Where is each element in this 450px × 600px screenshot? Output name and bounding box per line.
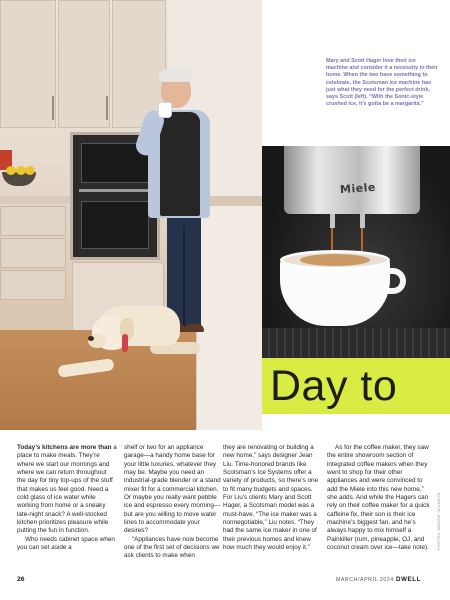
coffee-mug [158, 102, 172, 118]
dog-collar [122, 334, 128, 352]
kitchen-counter [0, 196, 70, 204]
body-column-2 [124, 444, 224, 561]
oven-handle [79, 189, 151, 192]
photo-credit-text: PHOTOS: MAGGIE SHANNON [437, 492, 441, 550]
coffee-photo [262, 146, 450, 358]
paragraph: As for the coffee maker, they saw the entire showroom section of integrated coffee makers when they went to shop for their other appliances and were convinced to add the Miele into this new home,” she adds. And while the Hagers can rely on their coffee maker for a quick caffeine fix, their son is their ice machine’s biggest fan, and he’s always happy to mix himself a Painkiller (rum, pineapple, OJ, and coconut cream over ice—take note). [327, 444, 430, 552]
coffee-crema [300, 254, 370, 266]
page-number: 26 [17, 576, 25, 583]
oven-window [81, 201, 149, 249]
cabinet-handle [52, 96, 54, 120]
paragraph-text: a place to make meals. They’re where we start our mornings and where we can return throughout the day for tiny top-ups of the stuff that makes us feel good. Need a cold glass of ice water while working from home or a sneaky late-night snack? A well-stocked kitchen prioritizes pleasure while putting the fun in function. [17, 444, 117, 535]
headline-block [262, 358, 450, 414]
man-hair [159, 68, 193, 82]
body-column-4 [327, 444, 431, 552]
coffee-spout [360, 214, 365, 228]
paragraph: Who needs cabinet space when you can set aside a [17, 535, 115, 552]
lead-in: Today’s kitchens are more than [17, 444, 112, 451]
drip-tray [262, 328, 450, 358]
kitchen-photo [0, 0, 262, 430]
upper-cabinet [0, 0, 56, 128]
headline: Day to [270, 362, 398, 410]
photo-caption: Mary and Scott Hager love their ice machine and consider it a necessity in their home. When the two have something to celebrate, the Scotsman ice machine has just what they need for the perfect drink, says Scott (left). “With the Sonic-style crushed ice, it’s gotta be a margarita.” [326, 58, 438, 108]
paragraph: shelf or two for an appliance garage—a handy home base for your little luxuries, whatever they may be. Maybe you need an industrial-grade blender or a stand mixer fit for a commercial kitchen. Or maybe you really want pebble ice and espresso every morning—but are you willing to move water lines to accommodate your desires? [124, 444, 221, 535]
paragraph: they are renovating or building a new home,” says designer Jean Liu. Time-honored brands like Scotsman’s Ice Systems offer a variety of products, so there’s one to fit many budgets and spaces. For Liu’s clients Mary and Scott Hager, a Scotsman model was a must-have. “The ice maker was a nonnegotiable,” Liu notes. “They had the same ice maker in one of their previous homes and knew how much they would enjoy it.” [223, 444, 319, 552]
paragraph: “Appliances have now become one of the first set of decisions we ask clients to make when [124, 535, 220, 560]
machine-logo: Miele [339, 180, 377, 197]
upper-cabinet [58, 0, 110, 128]
cabinet-handle [106, 96, 108, 120]
photo-credit [437, 470, 443, 550]
dog-nose [88, 336, 94, 341]
coffee-spout [330, 214, 335, 228]
shoe [184, 324, 204, 332]
body-column-1 [17, 444, 117, 552]
magazine-brand: DWELL [396, 576, 421, 583]
kitchen-island [196, 196, 262, 430]
drawer [0, 238, 66, 268]
drawer [0, 206, 66, 236]
coffee-machine [284, 146, 420, 214]
issue-date: MARCH/APRIL 2024 [336, 577, 394, 583]
lemon [25, 166, 35, 175]
body-column-3 [223, 444, 323, 552]
man-vest [160, 112, 200, 216]
paragraph [17, 444, 117, 536]
lemon [6, 166, 16, 175]
drawer [0, 270, 66, 300]
